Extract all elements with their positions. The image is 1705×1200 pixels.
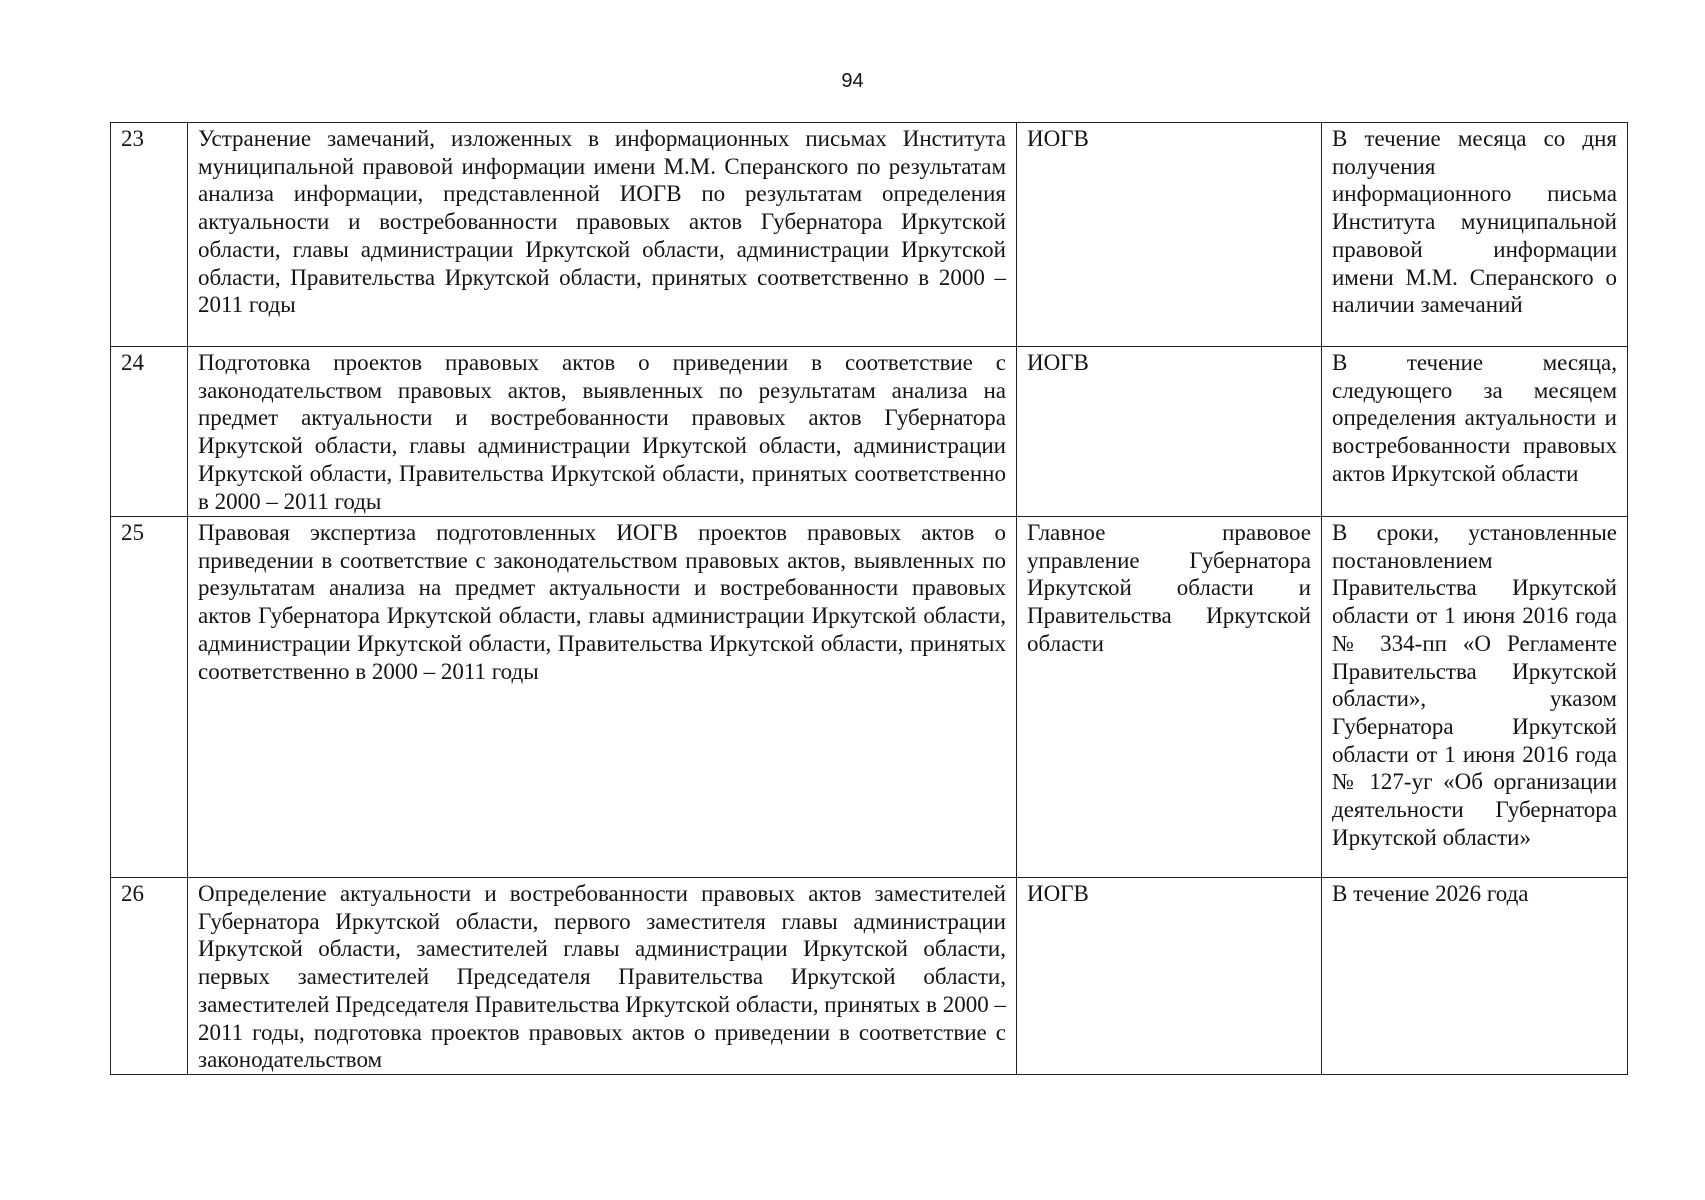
table-row xyxy=(111,878,1628,1075)
responsible-cell: ИОГВ xyxy=(1017,878,1322,1075)
page-number: 94 xyxy=(841,70,864,92)
deadline-cell: В течение месяца, следующего за месяцем определения актуальности и востребованности правовых актов Иркутской области xyxy=(1322,347,1628,517)
table-row xyxy=(111,123,1628,347)
measure-cell: Правовая экспертиза подготовленных ИОГВ проектов правовых актов о приведении в соответствие с законодательством правовых актов, выявленных по результатам анализа на предмет актуальности и востребованности правовых актов Губернатора Иркутской области, главы администрации Иркутской области, администрации Иркутской области, Правительства Иркутской области, принятых соответственно в 2000 – 2011 годы xyxy=(188,517,1017,878)
plan-table xyxy=(110,122,1628,1075)
responsible-cell: ИОГВ xyxy=(1017,123,1322,347)
row-number: 25 xyxy=(111,517,188,878)
row-number: 26 xyxy=(111,878,188,1075)
table-row xyxy=(111,347,1628,517)
deadline-cell: В течение месяца со дня получения информационного письма Института муниципальной правовой информации имени М.М. Сперанского о наличии замечаний xyxy=(1322,123,1628,347)
row-number: 24 xyxy=(111,347,188,517)
deadline-cell: В течение 2026 года xyxy=(1322,878,1628,1075)
responsible-cell: ИОГВ xyxy=(1017,347,1322,517)
responsible-cell: Главное правовое управление Губернатора Иркутской области и Правительства Иркутской области xyxy=(1017,517,1322,878)
measure-cell: Определение актуальности и востребованности правовых актов заместителей Губернатора Иркутской области, первого заместителя главы администрации Иркутской области, заместителей главы администрации Иркутской области, первых заместителей Председателя Правительства Иркутской области, заместителей Председателя Правительства Иркутской области, принятых в 2000 – 2011 годы, подготовка проектов правовых актов о приведении в соответствие с законодательством xyxy=(188,878,1017,1075)
deadline-cell: В сроки, установленные постановлением Правительства Иркутской области от 1 июня 2016 года № 334-пп «О Регламенте Правительства Иркутской области», указом Губернатора Иркутской области от 1 июня 2016 года № 127-уг «Об организации деятельности Губернатора Иркутской области» xyxy=(1322,517,1628,878)
measure-cell: Подготовка проектов правовых актов о приведении в соответствие с законодательством правовых актов, выявленных по результатам анализа на предмет актуальности и востребованности правовых актов Губернатора Иркутской области, главы администрации Иркутской области, администрации Иркутской области, Правительства Иркутской области, принятых соответственно в 2000 – 2011 годы xyxy=(188,347,1017,517)
measure-cell: Устранение замечаний, изложенных в информационных письмах Института муниципальной правовой информации имени М.М. Сперанского по результатам анализа информации, представленной ИОГВ по результатам определения актуальности и востребованности правовых актов Губернатора Иркутской области, главы администрации Иркутской области, администрации Иркутской области, Правительства Иркутской области, принятых соответственно в 2000 – 2011 годы xyxy=(188,123,1017,347)
row-number: 23 xyxy=(111,123,188,347)
table-row xyxy=(111,517,1628,878)
